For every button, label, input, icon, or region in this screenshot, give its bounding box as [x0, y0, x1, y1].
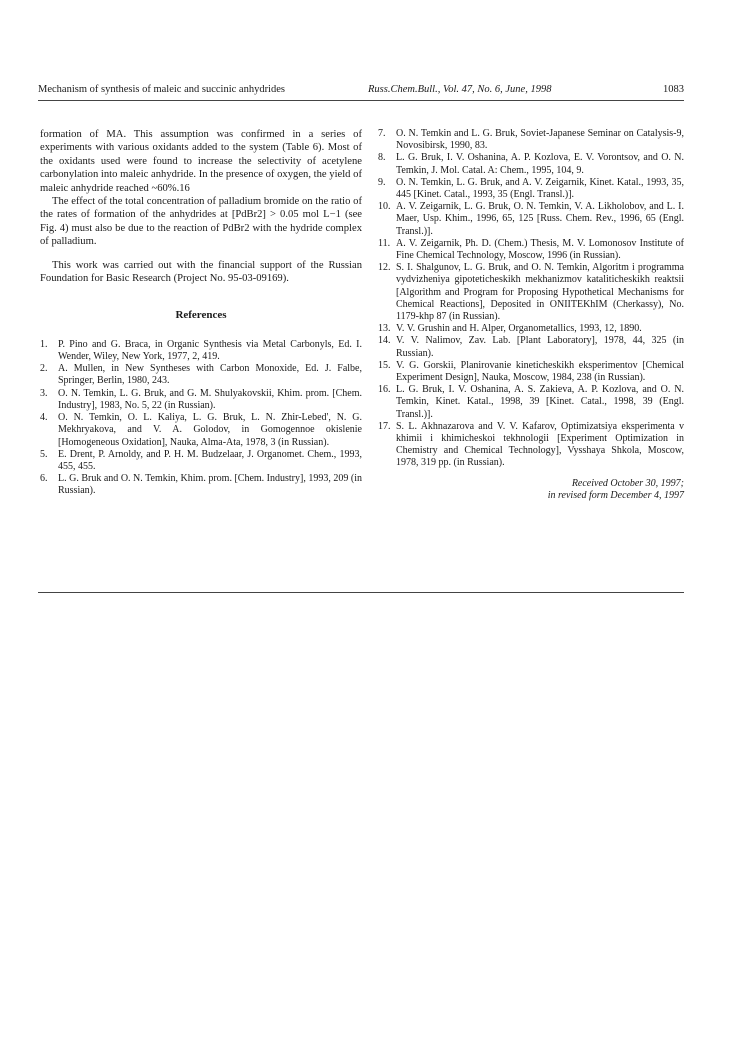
journal-citation: Russ.Chem.Bull., Vol. 47, No. 6, June, 1998: [368, 84, 552, 95]
reference-number: 5.: [40, 448, 48, 460]
reference-text: O. N. Temkin and L. G. Bruk, Soviet-Japanese Seminar on Catalysis-9, Novosibirsk, 1990, 83.: [396, 128, 684, 152]
reference-number: 3.: [40, 387, 48, 399]
reference-item: [40, 339, 362, 363]
reference-text: O. N. Temkin, O. L. Kaliya, L. G. Bruk, L. N. Zhir-Lebed', N. G. Mekhryakova, and V. A. Golodov, in Gomogennoe okislenie [Homogeneous Oxidation], Nauka, Alma-Ata, 1978, 3 (in Russian).: [58, 412, 362, 448]
reference-number: 14.: [378, 335, 391, 347]
reference-text: E. Drent, P. Arnoldy, and P. H. M. Budzelaar, J. Organomet. Chem., 1993, 455, 455.: [58, 448, 362, 472]
left-column: [40, 128, 362, 498]
reference-text: A. V. Zeigarnik, Ph. D. (Chem.) Thesis, M. V. Lomonosov Institute of Fine Chemical Technology, Moscow, 1996 (in Russian).: [396, 237, 684, 262]
body-paragraph: The effect of the total concentration of palladium bromide on the ratio of the rates of formation of the anhydrides at [PdBr2] > 0.05 mol L−1 (see Fig. 4) must also be due to the reaction of PdBr2 with the hydride complex of palladium.: [40, 196, 362, 248]
reference-number: 13.: [378, 323, 391, 335]
references-heading: References: [175, 309, 227, 322]
reference-text: O. N. Temkin, L. G. Bruk, and G. M. Shulyakovskii, Khim. prom. [Chem. Industry], 1983, No. 5, 22 (in Russian).: [58, 387, 362, 411]
reference-item: [378, 384, 684, 421]
reference-text: A. Mullen, in New Syntheses with Carbon Monoxide, Ed. J. Falbe, Springer, Berlin, 1980, 243.: [58, 363, 362, 387]
reference-number: 9.: [378, 176, 386, 188]
running-header: [38, 84, 684, 101]
reference-item: [378, 177, 684, 201]
reference-text: S. L. Akhnazarova and V. V. Kafarov, Optimizatsiya eksperimenta v khimii i khimicheskoi tekhnologii [Experiment Optimization in Chemistry and Chemical Technology], Vysshaya Shkola, Moscow, 1978, 319 pp. (in Russian).: [396, 420, 684, 469]
reference-text: V. V. Grushin and H. Alper, Organometallics, 1993, 12, 1890.: [396, 323, 642, 335]
reference-text: L. G. Bruk and O. N. Temkin, Khim. prom. [Chem. Industry], 1993, 209 (in Russian).: [58, 473, 362, 497]
reference-number: 8.: [378, 152, 386, 164]
reference-number: 17.: [378, 420, 391, 432]
received-date: Received October 30, 1997;: [571, 477, 684, 489]
reference-number: 4.: [40, 412, 48, 424]
reference-text: V. V. Nalimov, Zav. Lab. [Plant Laboratory], 1978, 44, 325 (in Russian).: [396, 335, 684, 359]
reference-item: [378, 335, 684, 359]
reference-text: A. V. Zeigarnik, L. G. Bruk, O. N. Temkin, V. A. Likholobov, and L. I. Maer, Usp. Khim., 1996, 65, 125 [Russ. Chem. Rev., 1996, 65 (Engl. Transl.)].: [396, 201, 684, 237]
received-dates: [378, 478, 684, 502]
reference-item: [378, 238, 684, 262]
reference-item: [40, 473, 362, 497]
reference-item: [378, 421, 684, 470]
reference-item: [378, 360, 684, 384]
right-column: [378, 128, 684, 502]
reference-text: L. G. Bruk, I. V. Oshanina, A. S. Zakieva, A. P. Kozlova, and O. N. Temkin, Kinet. Katal., 1998, 39 [Kinet. Catal., 1998, 39 (Engl. Transl.)].: [396, 384, 684, 420]
running-title: Mechanism of synthesis of maleic and succinic anhydrides: [38, 84, 285, 95]
reference-number: 11.: [378, 237, 391, 249]
reference-item: [378, 262, 684, 323]
acknowledgement-paragraph: This work was carried out with the financial support of the Russian Foundation for Basic Research (Project No. 95-03-09169).: [40, 259, 362, 285]
footer-rule: [38, 592, 684, 593]
reference-number: 12.: [378, 262, 391, 274]
reference-text: S. I. Shalgunov, L. G. Bruk, and O. N. Temkin, Algoritm i programma vydvizheniya gipoteticheskikh mekhanizmov kataliticheskikh reaktsii [Algorithm and Program for Proposing Hypothetical Mechanisms for Chemical Reactions], Deposited in ONIITEKhIM (Cherkassy), No. 1179-khp 87 (in Russian).: [396, 262, 684, 323]
reference-item: [40, 412, 362, 449]
reference-number: 2.: [40, 363, 48, 375]
revised-date: in revised form December 4, 1997: [547, 489, 684, 501]
reference-number: 15.: [378, 359, 391, 371]
reference-item: [378, 152, 684, 176]
reference-number: 10.: [378, 201, 391, 213]
reference-item: [40, 388, 362, 412]
reference-number: 16.: [378, 384, 391, 396]
reference-text: O. N. Temkin, L. G. Bruk, and A. V. Zeigarnik, Kinet. Katal., 1993, 35, 445 [Kinet. Catal., 1993, 35 (Engl. Transl.)].: [396, 176, 684, 201]
reference-number: 6.: [40, 473, 48, 485]
reference-item: [40, 363, 362, 387]
reference-item: [378, 128, 684, 152]
reference-item: [378, 323, 684, 335]
reference-text: V. G. Gorskii, Planirovanie kineticheskikh eksperimentov [Chemical Experiment Design], Nauka, Moscow, 1984, 238 (in Russian).: [396, 359, 684, 384]
reference-text: P. Pino and G. Braca, in Organic Synthesis via Metal Carbonyls, Ed. I. Wender, Wiley, New York, 1977, 2, 419.: [58, 338, 362, 363]
reference-number: 7.: [378, 128, 386, 139]
reference-number: 1.: [40, 338, 48, 350]
reference-text: L. G. Bruk, I. V. Oshanina, A. P. Kozlova, E. V. Vorontsov, and O. N. Temkin, J. Mol. Catal. A: Chem., 1995, 104, 9.: [396, 152, 684, 176]
reference-item: [40, 449, 362, 473]
page-number: 1083: [663, 84, 684, 95]
body-paragraph: formation of MA. This assumption was confirmed in a series of experiments with various oxidants added to the system (Table 6). Most of the oxidants used were found to increase the selectivity of acetylene carbonylation into maleic anhydride. In the presence of oxygen, the yield of maleic anhydride reached ~60%.16: [40, 129, 362, 194]
reference-item: [378, 201, 684, 238]
